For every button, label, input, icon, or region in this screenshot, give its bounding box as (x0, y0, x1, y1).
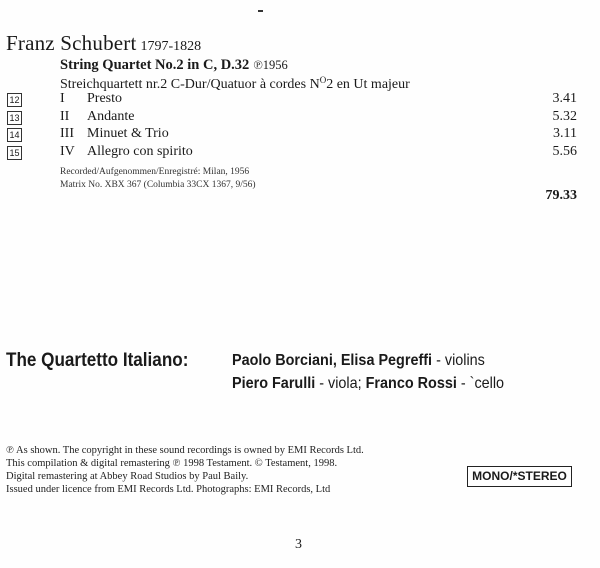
track-duration: 3.11 (553, 126, 577, 141)
total-time: 79.33 (545, 188, 577, 203)
track-number: 15 (7, 146, 22, 160)
work-subtitle-text: Streichquartett nr.2 C-Dur/Quatuor à cordes N (60, 77, 320, 92)
composer-heading (6, 31, 201, 59)
movement-numeral: III (60, 126, 74, 141)
track-number: 13 (7, 111, 22, 125)
copyright-line: Digital remastering at Abbey Road Studios by Paul Baily. (6, 471, 249, 482)
ensemble-name: The Quartetto Italiano: (6, 350, 189, 371)
composer-name: Franz Schubert (6, 31, 137, 55)
violinists: Paolo Borciani, Elisa Pegreffi (232, 352, 433, 369)
violist: Piero Farulli (232, 375, 316, 392)
viola-role: - viola; (315, 375, 366, 392)
recording-info: Recorded/Aufgenommen/Enregistré: Milan, 1956 (60, 167, 250, 177)
format-badge: MONO/*STEREO (467, 466, 572, 487)
track-row (0, 91, 600, 111)
copyright-line: ℗ As shown. The copyright in these sound recordings is owned by EMI Records Ltd. (6, 445, 364, 456)
track-row (0, 126, 600, 146)
work-subtitle-rest: 2 en Ut majeur (326, 77, 410, 92)
cello-role: - `cello (456, 375, 505, 392)
copyright-line: Issued under licence from EMI Records Ltd. Photographs: EMI Records, Ltd (6, 484, 331, 495)
violin-role: - violins (432, 352, 485, 369)
movement-numeral: II (60, 109, 70, 124)
copyright-line: This compilation & digital remastering ℗ 1998 Testament. © Testament, 1998. (6, 458, 338, 469)
track-row (0, 144, 600, 164)
composer-years: 1797-1828 (140, 39, 202, 54)
work-subtitle-sup: O (319, 75, 327, 85)
track-duration: 5.56 (552, 144, 577, 159)
performers-line-2 (232, 375, 504, 393)
track-duration: 5.32 (552, 109, 577, 124)
movement-title: Minuet & Trio (87, 126, 169, 141)
work-title-text: String Quartet No.2 in C, D.32 (60, 57, 250, 73)
track-duration: 3.41 (552, 91, 577, 106)
performers-line-1 (232, 352, 485, 370)
top-mark (258, 10, 263, 12)
page-number: 3 (295, 537, 302, 552)
cellist: Franco Rossi (365, 375, 457, 392)
movement-title: Presto (87, 91, 122, 106)
track-number: 12 (7, 93, 22, 107)
movement-title: Allegro con spirito (87, 144, 193, 159)
movement-numeral: I (60, 91, 65, 106)
movement-title: Andante (87, 109, 135, 124)
track-number: 14 (7, 128, 22, 142)
phonogram-year: ℗1956 (253, 58, 288, 72)
work-title (60, 57, 288, 74)
matrix-info: Matrix No. XBX 367 (Columbia 33CX 1367, 9/56) (60, 180, 256, 190)
movement-numeral: IV (60, 144, 75, 159)
